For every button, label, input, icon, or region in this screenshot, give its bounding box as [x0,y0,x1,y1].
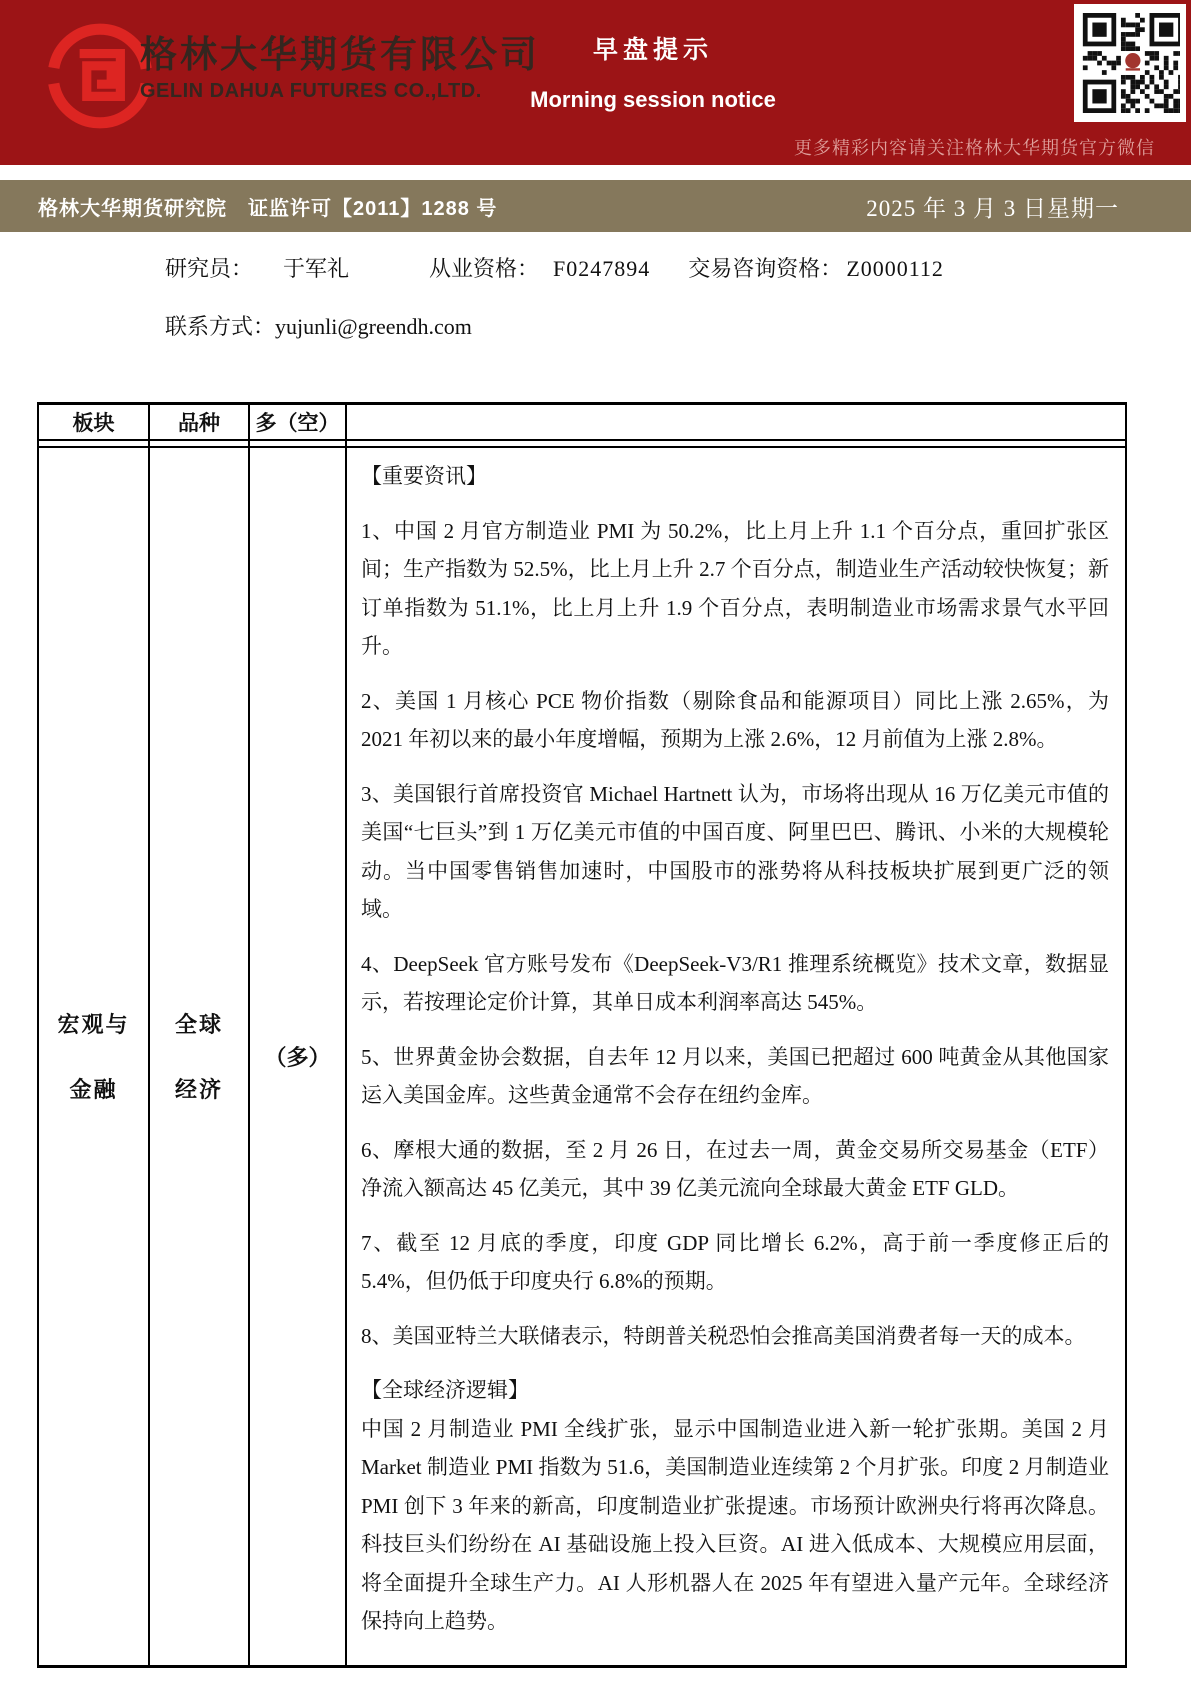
news-paragraph: 7、截至 12 月底的季度，印度 GDP 同比增长 6.2%，高于前一季度修正后的 5.4%，但仍低于印度央行 6.8%的预期。 [361,1230,1109,1293]
institute-bar [0,180,1191,232]
sector-line-2: 金融 [69,1077,118,1103]
wechat-qr-code [1074,4,1186,122]
table-header-row [37,405,1127,441]
company-name-en: GELIN DAHUA FUTURES CO.,LTD. [140,80,482,102]
header-content [345,405,1127,439]
researcher-label: 研究员： [165,256,254,281]
table-row [37,448,1127,1665]
contact-label: 联系方式： [165,314,276,339]
section-heading: 【全球经济逻辑】 [361,1378,529,1402]
advisory-label: 交易咨询资格： [688,256,843,281]
content-cell [345,448,1127,1665]
header-position: 多（空） [248,405,345,439]
news-paragraph: 8、美国亚特兰大联储表示，特朗普关税恐怕会推高美国消费者每一天的成本。 [361,1323,1086,1348]
news-paragraph: 6、摩根大通的数据，至 2 月 26 日，在过去一周，黄金交易所交易基金（ETF）净流入额高达 45 亿美元，其中 39 亿美元流向全球最大黄金 ETF GLD。 [361,1137,1109,1200]
variety-line-2: 经济 [174,1077,223,1103]
qualification-label: 从业资格： [429,256,540,281]
news-paragraph: 2、美国 1 月核心 PCE 物价指数（剔除食品和能源项目）同比上涨 2.65%，为 2021 年初以来的最小年度增幅，预期为上涨 2.6%，12 月前值为上涨 2.8%。 [361,688,1109,751]
divider [0,165,1191,180]
qualification-number: F0247894 [553,256,651,281]
position-cell: （多） [248,448,345,1665]
contact-line [165,312,1191,342]
advisory-number: Z0000112 [846,256,944,281]
header-sector: 板块 [37,405,148,439]
masthead [0,0,1191,165]
notice-table [37,402,1127,1668]
news-paragraph: 3、美国银行首席投资官 Michael Hartnett 认为，市场将出现从 16 万亿美元市值的美国“七巨头”到 1 万亿美元市值的中国百度、阿里巴巴、腾讯、小米的大规模轮动。当中国零售销售加速时，中国股市的涨势将从科技板块扩展到更广泛的领域。 [361,781,1109,921]
report-date: 2025 年 3 月 3 日星期一 [866,195,1119,221]
contact-email: yujunli@greendh.com [275,314,472,339]
variety-line-1: 全球 [174,1012,223,1038]
section-heading: 【重要资讯】 [361,464,487,488]
notice-title-en: Morning session notice [530,87,776,112]
double-rule [37,441,1127,448]
variety-cell [148,448,248,1665]
researcher-block [165,254,1191,342]
news-paragraph: 5、世界黄金协会数据，自去年 12 月以来，美国已把超过 600 吨黄金从其他国家运入美国金库。这些黄金通常不会存在纽约金库。 [361,1044,1109,1107]
company-name [140,34,540,103]
news-paragraph: 1、中国 2 月官方制造业 PMI 为 50.2%，比上月上升 1.1 个百分点，重回扩张区间；生产指数为 52.5%，比上月上升 2.7 个百分点，制造业生产活动较快恢复；新订单指数为 51.1%，比上月上升 1.9 个百分点，表明制造业市场需求景气水平回升。 [361,518,1109,658]
news-paragraph: 中国 2 月制造业 PMI 全线扩张，显示中国制造业进入新一轮扩张期。美国 2 月 Market 制造业 PMI 指数为 51.6，美国制造业连续第 2 个月扩张。印度 2 月制造业 PMI 创下 3 年来的新高，印度制造业扩张提速。市场预计欧洲央行将再次降息。科技巨头们纷纷在 AI 基础设施上投入巨资。AI 进入低成本、大规模应用层面，将全面提升全球生产力。AI 人形机器人在 2025 年有望进入量产元年。全球经济保持向上趋势。 [361,1416,1109,1633]
notice-title [493,30,813,113]
institute-license: 格林大华期货研究院 证监许可【2011】1288 号 [38,197,498,220]
sector-line-1: 宏观与 [57,1012,130,1038]
sector-cell [37,448,148,1665]
wechat-note: 更多精彩内容请关注格林大华期货官方微信 [794,138,1155,158]
news-paragraph: 4、DeepSeek 官方账号发布《DeepSeek-V3/R1 推理系统概览》技术文章，数据显示，若按理论定价计算，其单日成本利润率高达 545%。 [361,951,1109,1014]
notice-title-cn: 早盘提示 [592,36,713,64]
researcher-line [165,254,1191,284]
researcher-name: 于军礼 [283,256,350,281]
header-variety: 品种 [148,405,248,439]
company-name-cn: 格林大华期货有限公司 [140,34,540,75]
